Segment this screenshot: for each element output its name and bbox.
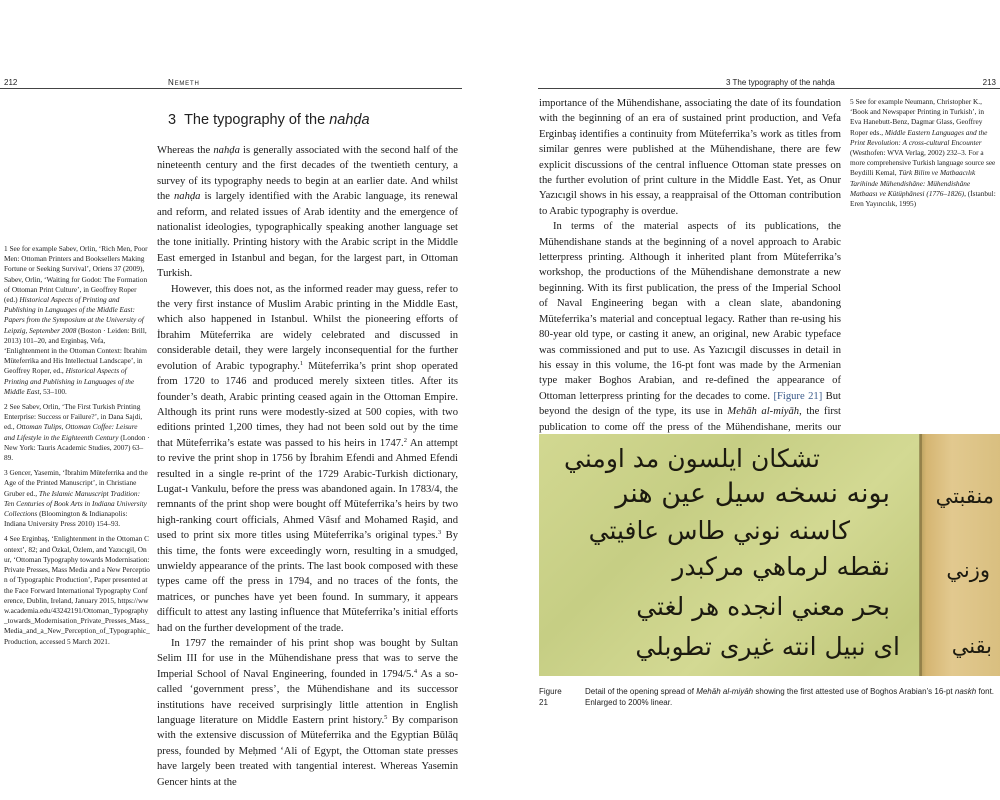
arabic-line-facing: بقني	[951, 634, 992, 658]
arabic-line: كاسنه نوني طاس عافيتي	[588, 516, 850, 545]
page-number-left: 212	[4, 78, 18, 87]
running-head-chapter: 3 The typography of the nahḍa	[726, 78, 835, 87]
paragraph: However, this does not, as the informed reader may guess, refer to the very first instance of Muslim Arabic printing in the Middle East, which also happened in Istanbul. Whilst the pioneering efforts of İbrahim Müteferrika are widely celebrated and discussed in considerable detail, they were largely inconsequential for the further evolution of Arabic typography.$^1$ Müteferrika’s print shop operated from 1720 to 1746 and produced merely sixteen titles. After its founder’s death, Arabic printing ceased again in the Ottoman Empire. Although its print runs were modestly-sized at 500 copies, with two editions printed 1,200 times, they had not been sold out by the time that Müteferrika’s estate was passed to his heirs in 1747.$^2$ An attempt to revive the print shop in 1756 by İbrahim Efendi and Ahmed Efendi resulted in a single re-print of the 1729 Arabic-Turkish dictionary, Lugat-ı Vankulu, before the press was abandoned again. In 1783/4, the remnants of the print shop were bought off Müteferrika’s heirs by two high-ranking court officials, Ahmed Vâsıf and Mohamed Raşid, and used to print six more titles using Müteferrika’s original types.$^3$ By this time, the fonts were exceedingly worn, resulting in a smudged, unwieldy appearance of the prints. The last book composed with these types came off the press in 1794, and no traces of the fonts, the matrices, or punches have yet been found. In summary, it appears difficult to attest any lasting influence that Müteferrika’s initial efforts had on the further development of the trade.	[157, 283, 459, 634]
arabic-line: بونه نسخه سيل عين هنر	[615, 478, 890, 509]
footnote-5: 5 See for example Neumann, Christopher K., ‘Book and Newspaper Printing in Turkish’, in Eva Hanebutt-Benz, Dagmar Glass, Geoffrey Roper eds., Middle Eastern Languages and the Print Revolution: A cross-cultural Encounter (Westhofen: WVA Verlag, 2002) 232–3. For a more comprehensive Turkish language source see Beydilli Kemal, Türk Bilim ve Matbaacılık Tarihinde Mühendishâne: Mühendishâne Matbaası ve Kütüphânesi (1776–1826), (İstanbul: Eren Yayıncılık, 1995)	[850, 97, 996, 209]
chapter-title-text: The typography of the	[184, 112, 326, 128]
figure-caption-text: Detail of the opening spread of Mehāh al-miyāh showing the first attested use of Boghos Arabian’s 16-pt naskh font. Enlarged to 200% linear.	[585, 687, 995, 707]
paragraph: In 1797 the remainder of his print shop was bought by Sultan Selim III for use in the Mühendishane press that was to serve the Imperial School of Naval Engineering, founded in 1794/5.$^4$ As a so-called ‘government press’, the Mühendishane and its successor institutions have received surprisingly little attention in English language literature on Middle Eastern print history.$^5$ By comparison with the extensive discussion of Müteferrika and the Egyptian Būlāq press, founded by Meḥmed ‘Ali of Egypt, the Ottoman state presses have largely been treated with tangential interest. Whereas Yasemin Gencer hints at the	[157, 638, 458, 788]
arabic-line: نقطه لرماهي مركبدر	[672, 552, 890, 581]
chapter-title-italic: nahḍa	[329, 112, 370, 128]
footnote-3: 3 Gencer, Yasemin, ‘İbrahim Müteferrika and the Age of the Printed Manuscript’, in Christiane Gruber ed., The Islamic Manuscript Tradition: Ten Centuries of Book Arts in Indiana University Collections (Bloomington & Indianapolis: Indiana University Press 2010) 154–93.	[4, 468, 148, 529]
left-body-text	[157, 143, 458, 790]
footnote-1: 1 See for example Sabev, Orlin, ‘Rich Men, Poor Men: Ottoman Printers and Booksellers Making Fortune or Seeking Survival’, Oriens 37 (2009), Sabev, Orlin, ‘Waiting for Godot: The Formation of Ottoman Print Culture’, in Geoffrey Roper (ed.) Historical Aspects of Printing and Publishing in Languages of the Middle East: Papers from the Symposium at the University of Leipzig, September 2008 (Boston · Leiden: Brill, 2013) 101–20, and Erginbaş, Vefa, ‘Enlightenment in the Ottoman Context: İbrahim Müteferrika and His Intellectual Landscape’, in Geoffrey Roper, ed., Historical Aspects of Printing and Publishing in Languages of the Middle East, 53–100.	[4, 244, 148, 396]
right-page	[500, 0, 1000, 800]
running-head-author: Nemeth	[168, 78, 200, 87]
paragraph: In terms of the material aspects of its publications, the Mühendishane stands at the beginning of a novel approach to Arabic letterpress printing. Although it inherited plant from Müteferrika’s workshop, the productions of the Mühendishane demonstrate a new beginning. With its first publication, the press of the Imperial School of Naval Engineering began with a clean slate, abandoning Müteferrika’s material and conceptual legacy. Rather than re-using his 80-year old type, or casting it anew, an original, new Arabic typeface was commissioned and put to use. As Yazıcıgil discusses in detail in his essay in this volume, the 16-pt font was made by the Armenian type maker Boghos Arabian, and re-defined the appearance of Ottoman letterpress printing for the decades to come. [Figure 21] But beyond the design of the type, its use in Mehāh al-miyāh, the first publication to come off the press of the Mühendishane, merits our	[539, 221, 841, 433]
arabic-line: بحر معني انجده هر لغتي	[636, 592, 890, 621]
paragraph: Whereas the nahḍa is generally associated with the second half of the nineteenth century and the first decades of the twentieth century, a survey of its typography needs to begin at an earlier date. And whilst the nahḍa is largely identified with the Arabic language, its renewal and reform, and related issues of Arab identity and the emergence of nationalist ideologies, typographically speaking another language set the tone initially. Printing history with the Arabic script in the Middle East emerged in Istanbul and began, for the largest part, in Ottoman Turkish.	[157, 145, 458, 280]
footnote-2: 2 See Sabev, Orlin, ‘The First Turkish Printing Enterprise: Success or Failure?’, in Dana Sajdi, ed., Ottoman Tulips, Ottoman Coffee: Leisure and Lifestyle in the Eighteenth Century (London · New York: Tauris Academic Studies, 2007) 63–89.	[4, 402, 150, 463]
chapter-number: 3	[168, 112, 177, 128]
footnote-4: 4 See Erginbaş, ‘Enlightenment in the Ottoman Context’, 82; and Özkal, Özlem, and Yazıcıgil, Onur, ‘Ottoman Typography towards Modernisation: Private Presses, Mass Media and a New Perception of Typographic Production’, Paper presented at the Face Forward International Typography Conference, Dublin, Ireland, January 2015, https://www.academia.edu/43242191/Ottoman_Typography_towards_Modernisation_Private_Presses_Mass_Media_and_a_New_Perception_of_Typographic_Production, accessed 5 March 2021.	[4, 534, 150, 646]
page-number-right: 213	[982, 78, 996, 87]
arabic-line-facing: وزني	[946, 558, 990, 582]
right-body-text	[539, 96, 841, 450]
figure-21-image	[539, 434, 1000, 676]
footnotes-left	[4, 244, 150, 652]
header-rule	[538, 88, 1000, 89]
arabic-line-facing: منقبتي	[935, 484, 994, 508]
arabic-line: تشكان ايلسون مد اومني	[564, 444, 820, 473]
figure-label: Figure 21	[539, 687, 562, 707]
arabic-line: اى نبيل انته غيرى تطوبلي	[635, 632, 900, 661]
header-rule	[0, 88, 462, 89]
paragraph: importance of the Mühendishane, associating the date of its foundation with the beginning of an era of sustained print production, and Vefa Erginbaş identifies a continuity from Müteferrika’s work as titles from similar genres were published at the Mühendishane, there are few explicit discussions of the central influence Ottoman state presses on the further evolution of print culture in the Middle East. Yet, as Onur Yazıcıgil shows in his essay, a reappraisal of the Ottoman contribution to Arabic typography is overdue.	[539, 98, 841, 217]
chapter-title	[168, 112, 370, 128]
gutter-fold	[919, 434, 922, 676]
footnotes-right	[850, 97, 996, 214]
